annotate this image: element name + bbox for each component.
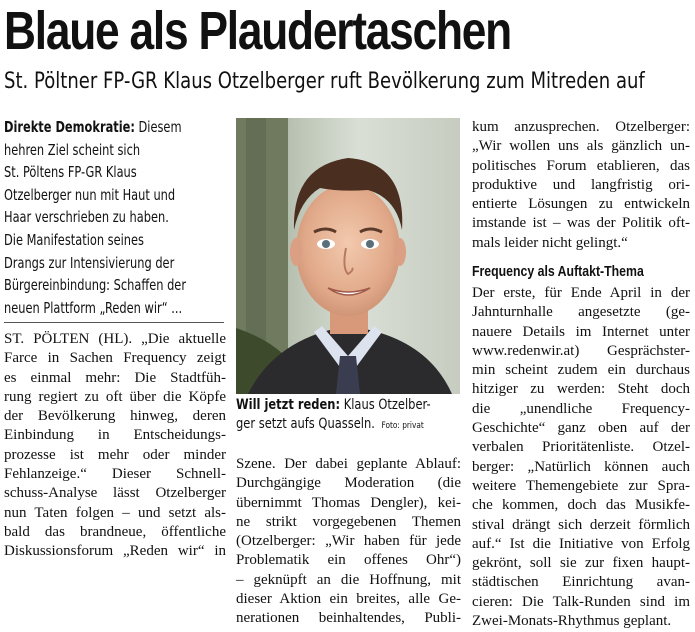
text-line: entierte Lösungen zu entwickeln	[472, 196, 690, 213]
text-line: prozesse ist mehr oder minder	[4, 446, 226, 463]
body-column-2	[236, 455, 461, 629]
text-line: (Otzelberger: „Wir haben für jede	[236, 533, 461, 550]
text-line: kum anzusprechen. Otzelberger:	[472, 119, 690, 135]
lead-line: Otzelberger nun mit Haut und	[4, 185, 176, 204]
text-line: städtischen Einrichtung avan-	[472, 574, 690, 591]
text-line: imstande ist – was der Politik oft-	[472, 215, 690, 232]
lead-line: hehren Ziel scheint sich	[4, 140, 141, 159]
lead-line: Die Manifestation seines	[4, 230, 144, 249]
photo-caption	[236, 396, 457, 436]
text-line: Einbindung in Entscheidungs-	[4, 427, 226, 444]
text-line: verbalen Prioritätenliste. Otzel-	[472, 439, 690, 456]
body-column-3-bottom	[472, 284, 690, 631]
text-line: Durchgängige Moderation (die	[236, 475, 461, 492]
text-line: Farce in Sachen Frequency zeigt	[4, 350, 226, 367]
text-line: die „unendliche Frequency-	[472, 400, 690, 417]
text-line: weitere Themengebiete zur Spra-	[472, 477, 690, 494]
text-line: übernimmt Thomas Dengler), kei-	[236, 494, 461, 511]
crosshead: Frequency als Auftakt-Thema	[472, 263, 644, 280]
text-line: schuss-Analyse lässt Otzelberger	[4, 485, 226, 502]
text-line: cieren: Die Talk-Runden sind im	[472, 593, 690, 610]
lead-divider	[4, 322, 224, 323]
text-line: Zwei-Monats-Rhythmus geplant.	[472, 613, 672, 630]
portrait-image	[236, 118, 460, 394]
body-column-3-top	[472, 118, 690, 253]
text-line: nauere Details im Internet unter	[472, 323, 690, 340]
text-line: Fehlanzeige.“ Dieser Schnell-	[4, 466, 226, 483]
text-line: gekrönt, soll sie zur fixen haupt-	[472, 555, 690, 572]
text-line: – geknüpft an die Hoffnung, mit	[236, 571, 461, 588]
caption-line: ger setzt aufs Quasseln. Foto: privat	[236, 416, 424, 432]
text-line: rung regiert zu oft über die Köpfe	[4, 388, 226, 405]
lead-line: Drangs zur Intensivierung der	[4, 253, 175, 272]
lead-kicker: Direkte Demokratie:	[4, 118, 135, 136]
text-line: der Bevölkerung hinweg, deren	[4, 408, 226, 425]
text-line: Problematik ein offenes Ohr“)	[236, 552, 461, 569]
body-column-1	[4, 330, 226, 562]
text-line: stival drängt sich derzeit förmlich	[472, 516, 690, 533]
text-line: „Wir wollen uns als gänzlich un-	[472, 138, 690, 155]
lead-line: Haar verschrieben zu haben.	[4, 208, 169, 227]
text-line: nun Taten folgen – und setzt als-	[4, 504, 226, 521]
text-line: Der erste, für Ende April in der	[472, 285, 690, 301]
text-line: Szene. Der dabei geplante Ablauf:	[236, 456, 461, 472]
text-line: berger: „Natürlich können auch	[472, 458, 690, 475]
caption-line: Will jetzt reden: Klaus Otzelber-	[236, 397, 431, 413]
text-line: politisches Forum etablieren, das	[472, 157, 690, 174]
text-line: Jahnturnhalle angesetzte (ge-	[472, 304, 690, 321]
headline: Blaue als Plaudertaschen	[4, 1, 511, 61]
portrait-photo	[236, 118, 460, 394]
photo-credit: Foto: privat	[381, 421, 424, 431]
caption-kicker: Will jetzt reden:	[236, 397, 341, 413]
text-line: ST. PÖLTEN (HL). „Die aktuelle	[4, 331, 226, 347]
lead-line: Bürgereinbindung: Schaffen der	[4, 276, 187, 295]
text-line: Diskussionsforum „Reden wir“ in	[4, 543, 226, 560]
text-line: ne strikt vorgegebenen Themen	[236, 513, 461, 530]
lead-line: neuen Plattform „Reden wir“ ...	[4, 298, 183, 317]
lead-line: Direkte Demokratie: Diesem	[4, 118, 182, 136]
subheadline: St. Pöltner FP-GR Klaus Otzelberger ruft Bevölkerung zum Mitreden auf	[4, 69, 645, 94]
text-line: bald das brandneue, öffentliche	[4, 523, 226, 540]
text-line: Geschichte“ ganz oben auf der	[472, 420, 690, 437]
lead-line: St. Pöltens FP-GR Klaus	[4, 163, 137, 182]
lead-paragraph	[4, 116, 224, 319]
text-line: mals leider nicht gelingt.“	[472, 234, 628, 251]
text-line: hitziger zu werden: Steht doch	[472, 381, 690, 398]
text-line: nerationen beinhaltendes, Publi-	[236, 610, 461, 627]
text-line: www.redenwir.at) Gesprächster-	[472, 342, 690, 359]
text-line: min scheint zudem ein durchaus	[472, 362, 690, 379]
text-line: che kommen, doch das Musikfe-	[472, 497, 690, 514]
text-line: produktive und langfristig ori-	[472, 176, 690, 193]
text-line: auf.“ Ist die Initiative von Erfolg	[472, 535, 690, 552]
text-line: es einmal mehr: Die Stadtfüh-	[4, 369, 226, 386]
text-line: dieser Aktion ein breites, alle Ge-	[236, 591, 461, 608]
